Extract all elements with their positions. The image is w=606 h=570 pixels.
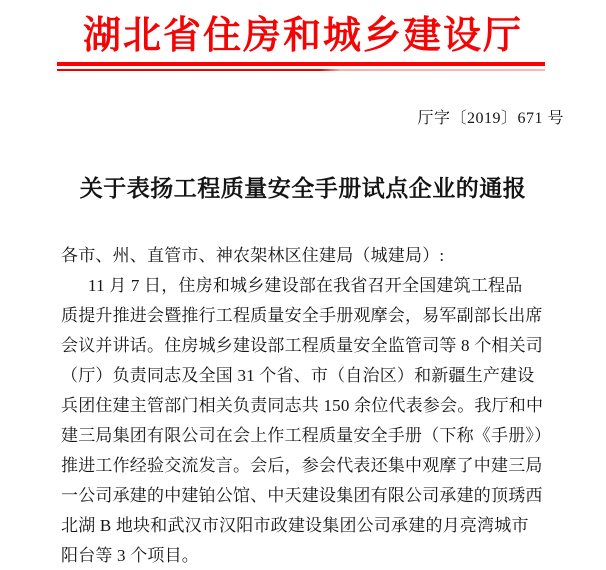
letterhead-rule-thick: [57, 62, 545, 66]
letterhead-rule-thin: [57, 69, 545, 71]
body-line: 质提升推进会暨推行工程质量安全手册观摩会，易军副部长出席: [61, 306, 543, 325]
document-number: 厅字〔2019〕671 号: [417, 110, 564, 127]
body-line: 建三局集团有限公司在会上作工程质量安全手册（下称《手册》）: [61, 426, 552, 445]
salutation-line: 各市、州、直管市、神农架林区住建局（城建局）:: [61, 246, 445, 265]
body-line: （厅）负责同志及全国 31 个省、市（自治区）和新疆生产建设: [61, 366, 535, 385]
body-line: 兵团住建主管部门相关负责同志共 150 余位代表参会。我厅和中: [61, 396, 544, 415]
document-body: [61, 241, 553, 570]
notice-title: 关于表扬工程质量安全手册试点企业的通报: [79, 176, 527, 201]
body-line: 北湖 B 地块和武汉市汉阳市政建设集团公司承建的月亮湾城市: [61, 516, 529, 535]
body-line: 推进工作经验交流发言。会后，参会代表还集中观摩了中建三局: [61, 456, 543, 475]
body-line: 11 月 7 日，住房和城乡建设部在我省召开全国建筑工程品: [88, 276, 523, 295]
body-line: 阳台等 3 个项目。: [61, 546, 199, 565]
body-line: 会议并讲话。住房城乡建设部工程质量安全监管司等 8 个相关司: [61, 336, 543, 355]
agency-letterhead-title: 湖北省住房和城乡建设厅: [82, 15, 523, 57]
body-line: 一公司承建的中建铂公馆、中天建设集团有限公司承建的顶琇西: [61, 486, 543, 505]
